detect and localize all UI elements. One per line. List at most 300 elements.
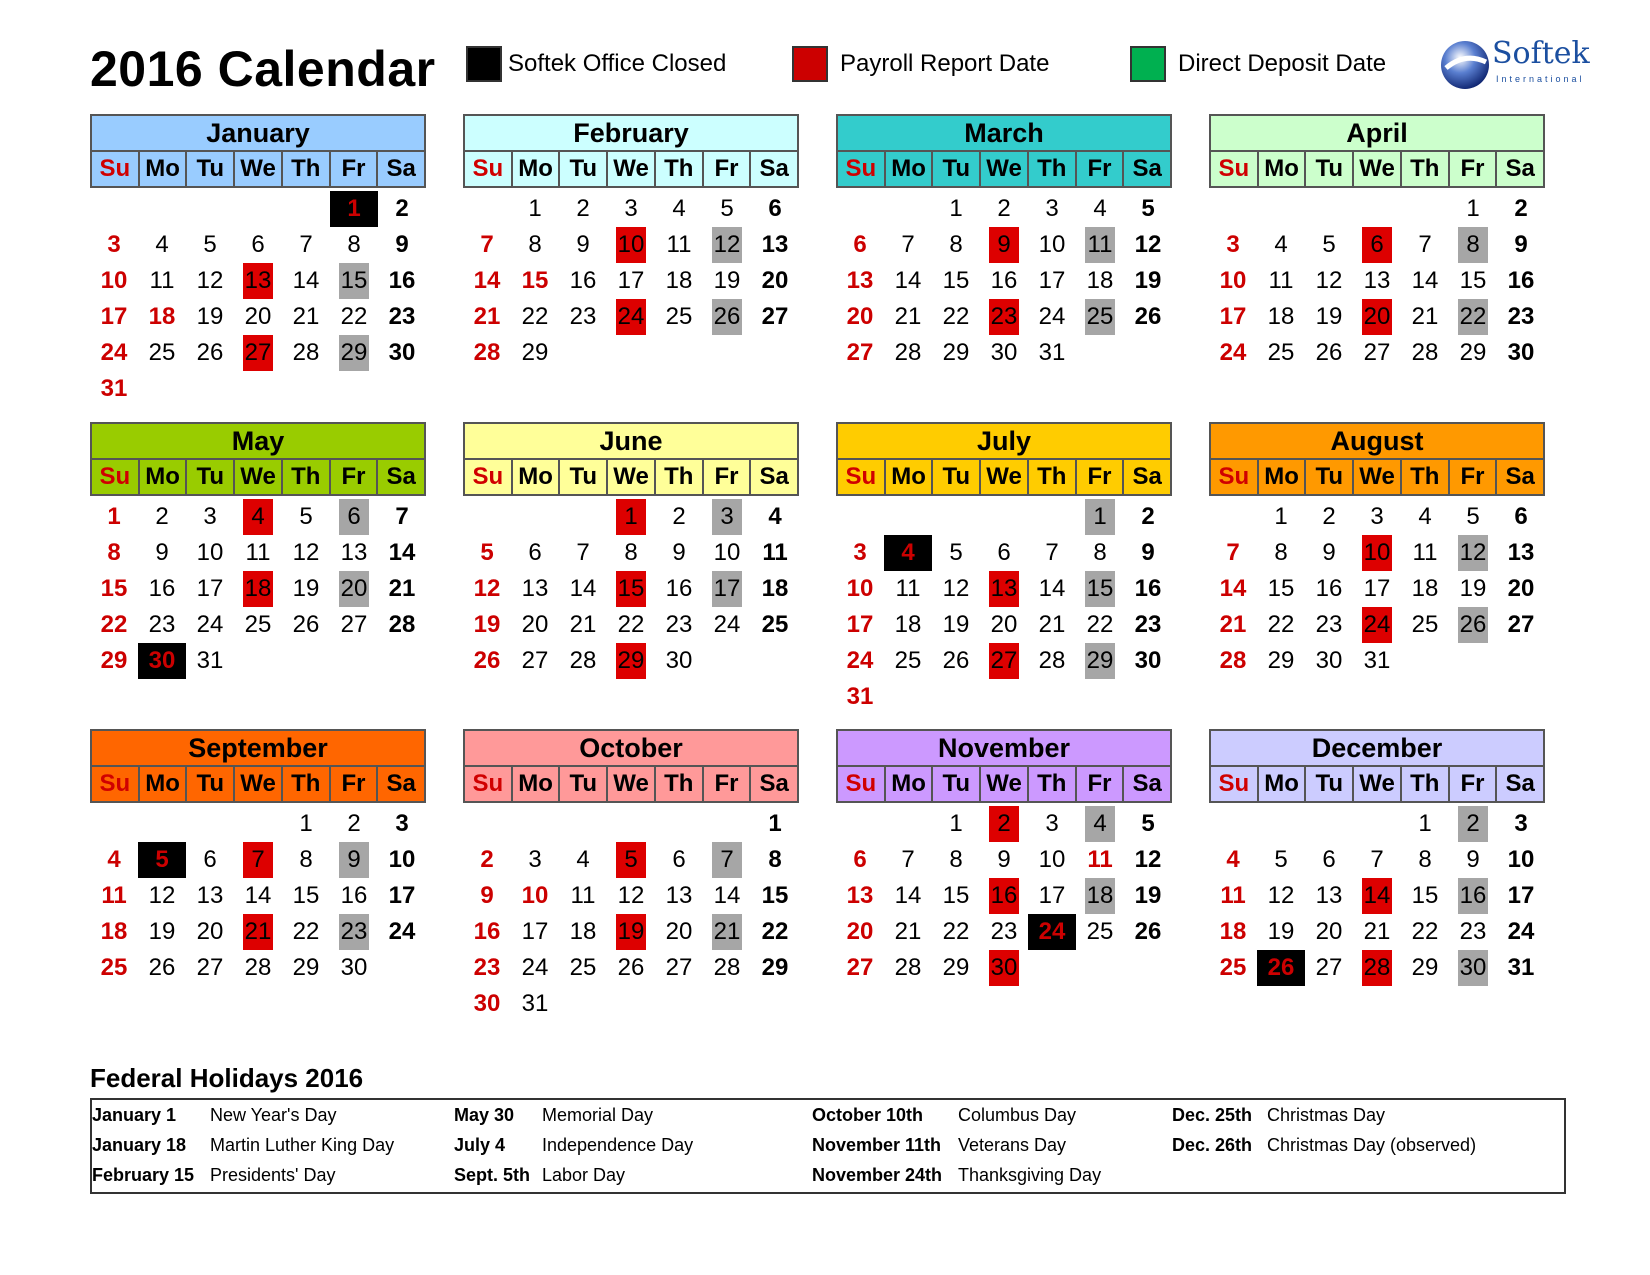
day-cell (1124, 842, 1172, 878)
day-cell (1305, 643, 1353, 679)
day-number: 16 (148, 575, 176, 602)
holiday-name: Christmas Day (1267, 1105, 1386, 1125)
day-number: 3 (853, 539, 867, 566)
day-cell (1076, 806, 1124, 842)
day-number: 25 (1085, 299, 1115, 335)
day-cell (186, 842, 234, 878)
day-cell (1028, 607, 1076, 643)
holiday-name: Veterans Day (958, 1135, 1067, 1155)
day-cell (1209, 335, 1257, 371)
day-number: 17 (617, 267, 645, 294)
day-number: 27 (243, 335, 273, 371)
weekday-label: Mo (1257, 152, 1305, 186)
day-cell (932, 263, 980, 299)
day-cell (234, 571, 282, 607)
day-number: 24 (846, 647, 874, 674)
day-number: 9 (672, 539, 686, 566)
day-cell (559, 914, 607, 950)
empty-cell (884, 191, 932, 227)
day-cell (1124, 806, 1172, 842)
day-number: 10 (846, 575, 874, 602)
day-number: 30 (989, 950, 1019, 986)
day-number: 28 (713, 954, 741, 981)
day-cell (607, 950, 655, 986)
day-number: 6 (1322, 846, 1336, 873)
day-cell (378, 842, 426, 878)
empty-cell (1353, 806, 1401, 842)
day-number: 8 (949, 846, 963, 873)
day-number: 16 (569, 267, 597, 294)
day-cell (607, 263, 655, 299)
day-number: 30 (1507, 339, 1535, 366)
day-number: 22 (521, 303, 549, 330)
day-grid (1209, 806, 1545, 986)
day-number: 13 (1315, 882, 1343, 909)
day-cell (330, 806, 378, 842)
day-cell (1257, 842, 1305, 878)
day-number: 23 (989, 299, 1019, 335)
day-number: 29 (616, 643, 646, 679)
day-cell (234, 335, 282, 371)
day-number: 18 (243, 571, 273, 607)
day-number: 2 (1458, 806, 1488, 842)
day-number: 20 (244, 303, 272, 330)
holidays-title: Federal Holidays 2016 (90, 1063, 364, 1093)
month-september (90, 729, 426, 986)
day-cell (1305, 607, 1353, 643)
day-cell (1124, 878, 1172, 914)
holiday-date: October 10th (812, 1105, 924, 1125)
empty-cell (884, 806, 932, 842)
day-number: 11 (1220, 882, 1246, 909)
weekday-header (836, 765, 1172, 803)
day-cell (751, 263, 799, 299)
day-number: 11 (762, 539, 788, 566)
day-number: 24 (388, 918, 416, 945)
day-cell (1305, 950, 1353, 986)
day-cell (751, 878, 799, 914)
day-number: 5 (299, 503, 313, 530)
day-cell (703, 263, 751, 299)
day-number: 13 (196, 882, 224, 909)
day-cell (1028, 842, 1076, 878)
day-number: 6 (251, 231, 265, 258)
holiday-date: Dec. 25th (1172, 1105, 1253, 1125)
empty-cell (138, 191, 186, 227)
day-number: 1 (107, 503, 121, 530)
day-number: 7 (1370, 846, 1384, 873)
day-cell (511, 950, 559, 986)
empty-cell (932, 499, 980, 535)
day-number: 30 (1134, 647, 1162, 674)
day-cell (1401, 607, 1449, 643)
day-cell (186, 571, 234, 607)
day-cell (932, 878, 980, 914)
day-number: 29 (1085, 643, 1115, 679)
day-cell (1401, 227, 1449, 263)
day-number: 23 (1315, 611, 1343, 638)
day-cell (1209, 914, 1257, 950)
weekday-label: Mo (511, 460, 559, 494)
day-cell (1353, 950, 1401, 986)
weekday-label: Tu (558, 767, 606, 801)
day-number: 22 (340, 303, 368, 330)
day-cell (884, 878, 932, 914)
day-cell (1497, 842, 1545, 878)
day-number: 12 (1458, 535, 1488, 571)
day-number: 16 (473, 918, 501, 945)
day-cell (463, 643, 511, 679)
day-cell (90, 607, 138, 643)
weekday-header (463, 458, 799, 496)
day-cell (607, 191, 655, 227)
month-name: January (90, 114, 426, 150)
empty-cell (1257, 806, 1305, 842)
empty-cell (463, 191, 511, 227)
day-number: 4 (155, 231, 169, 258)
day-cell (1028, 643, 1076, 679)
day-number: 25 (1219, 954, 1247, 981)
day-cell (884, 842, 932, 878)
day-number: 29 (942, 339, 970, 366)
weekday-label: Fr (329, 767, 377, 801)
day-grid (463, 806, 799, 1022)
day-cell (511, 914, 559, 950)
day-number: 7 (901, 846, 915, 873)
day-number: 18 (1085, 878, 1115, 914)
day-number: 5 (1274, 846, 1288, 873)
day-cell (1028, 263, 1076, 299)
day-number: 5 (949, 539, 963, 566)
day-number: 1 (949, 810, 963, 837)
day-cell (511, 299, 559, 335)
day-cell (1076, 191, 1124, 227)
day-number: 9 (395, 231, 409, 258)
day-number: 10 (1362, 535, 1392, 571)
day-number: 7 (299, 231, 313, 258)
day-cell (1209, 263, 1257, 299)
day-number: 2 (1514, 195, 1528, 222)
day-number: 22 (1458, 299, 1488, 335)
day-cell (1257, 263, 1305, 299)
holiday-name: Christmas Day (observed) (1267, 1135, 1477, 1155)
day-number: 27 (761, 303, 789, 330)
day-number: 9 (1466, 846, 1480, 873)
day-cell (884, 535, 932, 571)
day-cell (655, 914, 703, 950)
day-cell (703, 227, 751, 263)
day-number: 2 (347, 810, 361, 837)
day-number: 3 (1514, 810, 1528, 837)
day-cell (378, 263, 426, 299)
day-cell (138, 571, 186, 607)
day-number: 2 (155, 503, 169, 530)
day-number: 25 (148, 339, 176, 366)
day-number: 1 (616, 499, 646, 535)
weekday-label: Sa (1495, 767, 1543, 801)
day-number: 21 (569, 611, 597, 638)
day-cell (703, 842, 751, 878)
day-cell (463, 607, 511, 643)
day-number: 2 (989, 806, 1019, 842)
day-number: 4 (1093, 195, 1107, 222)
day-cell (1124, 191, 1172, 227)
day-cell (559, 950, 607, 986)
day-cell (90, 263, 138, 299)
holiday-name: New Year's Day (210, 1105, 337, 1125)
day-cell (1449, 806, 1497, 842)
day-number: 24 (713, 611, 741, 638)
day-cell (463, 571, 511, 607)
day-number: 7 (1418, 231, 1432, 258)
day-cell (1257, 914, 1305, 950)
day-cell (1028, 806, 1076, 842)
day-number: 25 (1411, 611, 1439, 638)
day-number: 25 (1267, 339, 1295, 366)
day-cell (703, 950, 751, 986)
weekday-label: Su (472, 155, 504, 182)
day-number: 15 (1459, 267, 1487, 294)
empty-cell (90, 191, 138, 227)
day-number: 19 (473, 611, 501, 638)
day-cell (980, 335, 1028, 371)
weekday-label: We (979, 767, 1027, 801)
day-number: 30 (990, 339, 1018, 366)
day-cell (1076, 227, 1124, 263)
day-number: 22 (761, 918, 789, 945)
day-number: 19 (942, 611, 970, 638)
day-cell (655, 607, 703, 643)
day-number: 1 (1418, 810, 1432, 837)
day-number: 13 (1363, 267, 1391, 294)
weekday-label: We (1352, 460, 1400, 494)
day-number: 10 (1507, 846, 1535, 873)
holiday-name: Martin Luther King Day (210, 1135, 395, 1155)
day-number: 23 (990, 918, 1018, 945)
day-number: 23 (473, 954, 501, 981)
day-number: 12 (712, 227, 742, 263)
day-grid (836, 191, 1172, 371)
legend-swatch-payroll (792, 46, 828, 82)
day-cell (655, 571, 703, 607)
day-number: 29 (292, 954, 320, 981)
day-number: 12 (617, 882, 645, 909)
day-cell (330, 571, 378, 607)
month-december (1209, 729, 1545, 986)
day-number: 30 (340, 954, 368, 981)
weekday-header (90, 458, 426, 496)
day-number: 24 (1362, 607, 1392, 643)
weekday-label: Mo (884, 152, 932, 186)
holiday-date: July 4 (454, 1135, 506, 1155)
month-may (90, 422, 426, 679)
weekday-label: Su (99, 770, 131, 797)
holiday-name: Memorial Day (542, 1105, 654, 1125)
weekday-header (90, 765, 426, 803)
day-number: 6 (672, 846, 686, 873)
day-number: 19 (1315, 303, 1343, 330)
day-number: 6 (768, 195, 782, 222)
day-number: 23 (665, 611, 693, 638)
day-number: 13 (989, 571, 1019, 607)
day-number: 19 (1134, 267, 1162, 294)
day-number: 12 (1134, 846, 1162, 873)
day-number: 2 (480, 846, 494, 873)
day-cell (282, 806, 330, 842)
day-number: 7 (576, 539, 590, 566)
day-number: 19 (616, 914, 646, 950)
day-cell (90, 643, 138, 679)
day-number: 29 (761, 954, 789, 981)
day-number: 12 (196, 267, 224, 294)
day-number: 5 (1466, 503, 1480, 530)
day-number: 1 (528, 195, 542, 222)
day-cell (1449, 914, 1497, 950)
day-number: 20 (339, 571, 369, 607)
day-cell (607, 607, 655, 643)
day-cell (1497, 263, 1545, 299)
day-cell (282, 535, 330, 571)
day-cell (1305, 299, 1353, 335)
day-number: 23 (1507, 303, 1535, 330)
day-cell (1209, 842, 1257, 878)
day-number: 24 (196, 611, 224, 638)
weekday-label: Th (1400, 767, 1448, 801)
day-cell (1449, 950, 1497, 986)
day-cell (932, 227, 980, 263)
day-cell (1028, 571, 1076, 607)
day-number: 4 (107, 846, 121, 873)
day-cell (463, 335, 511, 371)
day-cell (1209, 643, 1257, 679)
day-number: 18 (1411, 575, 1439, 602)
day-number: 21 (894, 303, 922, 330)
day-cell (980, 806, 1028, 842)
day-number: 7 (243, 842, 273, 878)
day-number: 9 (989, 227, 1019, 263)
weekday-header (463, 150, 799, 188)
day-cell (1257, 878, 1305, 914)
day-number: 28 (1411, 339, 1439, 366)
day-number: 22 (942, 918, 970, 945)
day-number: 7 (901, 231, 915, 258)
day-cell (1449, 191, 1497, 227)
day-cell (186, 535, 234, 571)
day-number: 25 (1086, 918, 1114, 945)
day-number: 12 (148, 882, 176, 909)
weekday-label: Mo (138, 460, 186, 494)
day-number: 9 (339, 842, 369, 878)
day-number: 1 (1466, 195, 1480, 222)
weekday-label: Mo (884, 460, 932, 494)
day-number: 11 (149, 267, 175, 294)
day-cell (655, 263, 703, 299)
day-cell (932, 806, 980, 842)
day-number: 26 (712, 299, 742, 335)
day-cell (1257, 299, 1305, 335)
day-number: 27 (846, 954, 874, 981)
day-cell (884, 607, 932, 643)
day-cell (138, 914, 186, 950)
day-cell (751, 806, 799, 842)
day-cell (511, 571, 559, 607)
day-number: 25 (894, 647, 922, 674)
day-number: 29 (1411, 954, 1439, 981)
day-cell (1257, 335, 1305, 371)
day-cell (234, 227, 282, 263)
day-number: 22 (942, 303, 970, 330)
day-number: 23 (148, 611, 176, 638)
day-grid (90, 499, 426, 679)
day-cell (1209, 227, 1257, 263)
day-number: 18 (100, 918, 128, 945)
day-number: 17 (712, 571, 742, 607)
day-number: 17 (1363, 575, 1391, 602)
day-number: 24 (1507, 918, 1535, 945)
day-cell (607, 643, 655, 679)
day-number: 28 (244, 954, 272, 981)
day-cell (1497, 191, 1545, 227)
day-cell (1449, 571, 1497, 607)
weekday-label: We (979, 152, 1027, 186)
day-cell (751, 191, 799, 227)
day-cell (1449, 535, 1497, 571)
day-number: 11 (101, 882, 127, 909)
day-cell (751, 227, 799, 263)
empty-cell (836, 191, 884, 227)
day-cell (1124, 643, 1172, 679)
day-number: 22 (617, 611, 645, 638)
day-number: 19 (292, 575, 320, 602)
day-number: 24 (100, 339, 128, 366)
day-cell (1497, 535, 1545, 571)
day-cell (1497, 499, 1545, 535)
day-number: 13 (846, 267, 874, 294)
day-cell (282, 571, 330, 607)
weekday-label: Sa (1122, 460, 1170, 494)
day-cell (836, 914, 884, 950)
day-cell (1124, 914, 1172, 950)
weekday-label: Th (654, 152, 702, 186)
day-cell (186, 607, 234, 643)
day-cell (90, 571, 138, 607)
day-grid (463, 499, 799, 679)
day-number: 8 (949, 231, 963, 258)
empty-cell (1305, 806, 1353, 842)
day-cell (1401, 335, 1449, 371)
day-number: 7 (1226, 539, 1240, 566)
day-cell (1401, 842, 1449, 878)
holiday-date: January 18 (92, 1135, 187, 1155)
day-cell (234, 950, 282, 986)
day-cell (1401, 299, 1449, 335)
day-number: 29 (339, 335, 369, 371)
day-cell (90, 227, 138, 263)
empty-cell (186, 806, 234, 842)
day-cell (607, 299, 655, 335)
day-cell (330, 263, 378, 299)
day-number: 4 (1418, 503, 1432, 530)
day-grid (1209, 499, 1545, 679)
day-number: 15 (292, 882, 320, 909)
weekday-label: Su (845, 463, 877, 490)
day-number: 28 (1362, 950, 1392, 986)
day-cell (559, 571, 607, 607)
day-cell (1076, 878, 1124, 914)
day-number: 31 (100, 375, 128, 402)
weekday-label: We (233, 460, 281, 494)
day-cell (1497, 335, 1545, 371)
